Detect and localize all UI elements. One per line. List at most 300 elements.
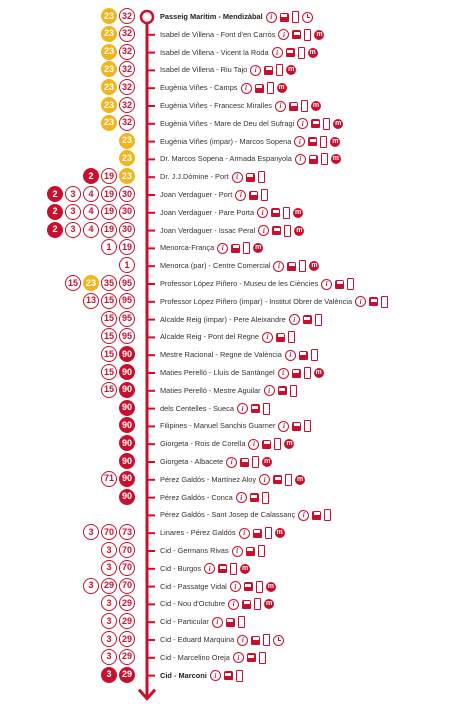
stop-row[interactable]	[0, 222, 450, 240]
info-icon[interactable]: i	[212, 617, 223, 628]
metro-icon: m	[294, 208, 302, 216]
line-badge[interactable]: 4	[83, 222, 99, 238]
line-badge[interactable]: 70	[119, 542, 135, 558]
stop-label: Cid - Nou d'Octubre	[160, 599, 226, 609]
stop-icons	[289, 314, 322, 326]
line-badge[interactable]: 29	[119, 631, 135, 647]
bus-icon	[247, 653, 256, 662]
stop-label: Pérez Galdós - Martínez Aloy	[160, 474, 257, 484]
line-badge[interactable]: 3	[65, 222, 81, 238]
stop-label: Isabel de Villena - Font d'en Carròs	[160, 29, 276, 39]
line-badge[interactable]: 30	[119, 186, 135, 202]
bus-icon	[244, 582, 253, 591]
card-icon	[256, 581, 263, 593]
line-badge[interactable]: 2	[83, 168, 99, 184]
stop-row[interactable]	[0, 400, 450, 418]
stop-icons	[258, 225, 304, 237]
stop-row[interactable]	[0, 257, 450, 275]
card-icon	[254, 598, 261, 610]
line-badge[interactable]: 19	[119, 239, 135, 255]
line-badge[interactable]: 15	[101, 328, 117, 344]
line-badge[interactable]: 1	[101, 239, 117, 255]
line-badge[interactable]: 32	[119, 79, 135, 95]
stop-label: Joan Verdaguer - Issac Peral	[160, 225, 256, 235]
stop-row[interactable]	[0, 417, 450, 435]
stop-label: Dr. J.J.Dòmine - Port	[160, 172, 229, 182]
info-icon[interactable]: i	[278, 368, 289, 379]
stop-icons	[294, 136, 340, 148]
line-badge[interactable]: 23	[101, 115, 117, 131]
stop-icons	[278, 420, 311, 432]
stop-name[interactable]	[160, 204, 303, 222]
stop-label: Cid - Burgos	[160, 563, 202, 573]
stop-row[interactable]	[0, 311, 450, 329]
line-badge[interactable]: 23	[119, 168, 135, 184]
card-icon	[238, 616, 245, 628]
info-icon[interactable]: i	[262, 332, 273, 343]
info-icon[interactable]: i	[278, 421, 289, 432]
stop-name[interactable]	[160, 578, 276, 596]
metro-icon: m	[312, 102, 320, 110]
stop-name[interactable]	[160, 453, 272, 471]
stop-name[interactable]	[160, 595, 274, 613]
line-badge[interactable]: 15	[101, 382, 117, 398]
stop-row[interactable]	[0, 382, 450, 400]
stop-name[interactable]	[160, 649, 266, 667]
line-badge[interactable]: 2	[47, 222, 63, 238]
line-badge[interactable]: 2	[47, 186, 63, 202]
card-icon	[301, 100, 308, 112]
line-badge[interactable]: 90	[119, 453, 135, 469]
line-badge[interactable]: 2	[47, 204, 63, 220]
line-badge[interactable]: 90	[119, 417, 135, 433]
stop-label: dels Centelles - Sueca	[160, 403, 234, 413]
stop-name[interactable]	[160, 542, 265, 560]
stop-row[interactable]	[0, 595, 450, 613]
bus-icon	[278, 386, 287, 395]
info-icon[interactable]: i	[294, 136, 305, 147]
info-icon[interactable]: i	[298, 510, 309, 521]
stop-label: Professor López Piñero - Museu de les Ciències	[160, 279, 319, 288]
stop-label: Giorgeta - Rois de Corella	[160, 439, 246, 449]
metro-icon: m	[265, 600, 273, 608]
stop-icons	[210, 670, 243, 682]
line-badge[interactable]: 29	[119, 667, 135, 683]
bus-icon	[276, 333, 285, 342]
stop-row[interactable]	[0, 506, 450, 524]
bus-icon	[335, 280, 344, 289]
line-badge[interactable]: 1	[119, 257, 135, 273]
stop-name[interactable]	[160, 97, 321, 115]
info-icon[interactable]: i	[233, 652, 244, 663]
bus-icon	[231, 244, 240, 253]
info-icon[interactable]: i	[295, 154, 306, 165]
metro-icon: m	[288, 66, 295, 74]
line-badge[interactable]: 15	[101, 293, 117, 309]
line-badge[interactable]: 19	[101, 204, 117, 220]
stop-name[interactable]	[160, 115, 343, 133]
line-badge[interactable]: 30	[119, 222, 135, 238]
info-icon[interactable]: i	[275, 101, 286, 112]
stop-name[interactable]	[160, 382, 297, 400]
stop-row[interactable]	[0, 346, 450, 364]
line-badge[interactable]: 32	[119, 115, 135, 131]
line-badges	[47, 222, 135, 240]
info-icon[interactable]: i	[321, 279, 332, 290]
line-badge[interactable]: 3	[101, 667, 117, 683]
stop-row[interactable]	[0, 26, 450, 44]
bus-icon	[311, 119, 320, 128]
line-badge[interactable]: 30	[119, 204, 135, 220]
line-badge[interactable]: 70	[101, 524, 117, 540]
line-badge[interactable]: 3	[101, 560, 117, 576]
stop-name[interactable]	[160, 186, 268, 204]
line-badge[interactable]: 29	[119, 595, 135, 611]
card-icon	[321, 153, 328, 165]
info-icon[interactable]: i	[239, 528, 250, 539]
stop-row[interactable]	[0, 8, 450, 26]
line-badges	[101, 8, 135, 26]
line-badge[interactable]: 23	[101, 61, 117, 77]
line-badge[interactable]: 19	[101, 186, 117, 202]
info-icon[interactable]: i	[228, 599, 239, 610]
info-icon[interactable]: i	[250, 65, 261, 76]
card-icon	[315, 314, 322, 326]
stop-name[interactable]	[160, 524, 285, 542]
stop-label: Alcalde Reig (impar) - Pere Aleixandre	[160, 314, 286, 324]
stop-name[interactable]	[160, 328, 295, 346]
line-badge[interactable]: 90	[119, 346, 135, 362]
info-icon[interactable]: i	[237, 635, 248, 646]
stop-label: Cid - Particular	[160, 617, 209, 627]
stop-label: Joan Verdaguer - Port	[160, 190, 233, 199]
stop-row[interactable]	[0, 364, 450, 382]
card-icon	[258, 171, 265, 183]
metro-icon: m	[309, 48, 316, 56]
info-icon[interactable]: i	[266, 12, 277, 23]
stop-name[interactable]	[160, 613, 245, 631]
line-badge[interactable]: 95	[119, 311, 135, 327]
stop-name[interactable]	[160, 506, 331, 524]
metro-icon: m	[278, 84, 285, 92]
info-icon[interactable]: i	[236, 492, 247, 503]
stop-row[interactable]	[0, 578, 450, 596]
stop-icons	[237, 403, 270, 415]
line-badge[interactable]: 29	[119, 613, 135, 629]
stop-icons	[239, 527, 285, 539]
line-badge[interactable]: 3	[101, 631, 117, 647]
line-badges	[119, 150, 135, 168]
info-icon[interactable]: i	[237, 403, 248, 414]
line-badge[interactable]: 23	[119, 150, 135, 166]
line-badge[interactable]: 90	[119, 382, 135, 398]
info-icon[interactable]: i	[259, 474, 270, 485]
bus-icon	[251, 404, 260, 413]
stop-row[interactable]	[0, 631, 450, 649]
line-badge[interactable]: 15	[101, 364, 117, 380]
bus-icon	[251, 636, 260, 645]
metro-icon: m	[316, 30, 323, 38]
line-badge[interactable]: 23	[101, 8, 117, 24]
line-badge[interactable]: 3	[65, 204, 81, 220]
stop-row[interactable]	[0, 44, 450, 62]
card-icon	[236, 670, 243, 682]
line-badges	[101, 560, 135, 578]
bus-icon	[286, 48, 295, 57]
stop-row[interactable]	[0, 471, 450, 489]
line-badge[interactable]: 29	[101, 578, 117, 594]
line-badge[interactable]: 73	[119, 524, 135, 540]
info-icon[interactable]: i	[230, 581, 241, 592]
stop-row[interactable]	[0, 328, 450, 346]
stop-name[interactable]	[160, 222, 304, 240]
line-badges	[119, 133, 135, 151]
line-badge[interactable]: 32	[119, 26, 135, 42]
stop-row[interactable]	[0, 667, 450, 685]
line-badges	[119, 257, 135, 275]
stop-row[interactable]	[0, 489, 450, 507]
line-badges	[83, 293, 135, 311]
card-icon	[381, 296, 388, 308]
stop-name[interactable]	[160, 26, 324, 44]
line-badge[interactable]: 19	[101, 222, 117, 238]
stop-name[interactable]	[160, 8, 313, 26]
line-badge[interactable]: 4	[83, 186, 99, 202]
line-badge[interactable]: 35	[101, 275, 117, 291]
stop-name[interactable]	[160, 239, 263, 257]
line-badges	[101, 649, 135, 667]
line-badge[interactable]: 3	[101, 542, 117, 558]
card-icon	[261, 189, 268, 201]
line-badge[interactable]: 32	[119, 97, 135, 113]
stop-name[interactable]	[160, 168, 265, 186]
info-icon[interactable]: i	[285, 350, 296, 361]
bus-icon	[299, 351, 308, 360]
stop-label: Maties Perelló - Lluís de Santàngel	[160, 368, 275, 377]
line-badge[interactable]: 4	[83, 204, 99, 220]
metro-icon: m	[264, 458, 271, 466]
stop-name[interactable]	[160, 364, 324, 382]
metro-icon: m	[267, 582, 274, 590]
stop-icons	[285, 349, 318, 361]
info-icon[interactable]: i	[297, 118, 308, 129]
stop-icons	[266, 11, 313, 23]
line-badge[interactable]: 32	[119, 8, 135, 24]
info-icon[interactable]: i	[355, 296, 366, 307]
line-badge[interactable]: 23	[101, 79, 117, 95]
stop-icons	[321, 278, 354, 290]
stop-label: Joan Verdaguer - Pare Porta	[160, 207, 255, 217]
line-badges	[101, 667, 135, 685]
info-icon[interactable]: i	[272, 47, 283, 58]
stop-name[interactable]	[160, 489, 269, 507]
line-badge[interactable]: 23	[101, 44, 117, 60]
line-badge[interactable]: 15	[101, 311, 117, 327]
card-icon	[252, 456, 259, 468]
stop-name[interactable]	[160, 667, 243, 685]
stop-name[interactable]	[160, 44, 318, 62]
card-icon	[263, 403, 270, 415]
card-icon	[298, 47, 305, 59]
stop-label: Cid - Eduard Marquina	[160, 635, 235, 644]
line-badge[interactable]: 19	[101, 168, 117, 184]
stop-icons	[264, 385, 297, 397]
info-icon[interactable]: i	[264, 385, 275, 396]
line-badges	[119, 453, 135, 471]
stop-name[interactable]	[160, 417, 311, 435]
stop-name[interactable]	[160, 293, 388, 311]
line-badge[interactable]: 90	[119, 364, 135, 380]
card-icon	[285, 474, 292, 486]
stop-row[interactable]	[0, 204, 450, 222]
line-badge[interactable]: 3	[83, 524, 99, 540]
info-icon[interactable]: i	[232, 546, 243, 557]
line-badges	[101, 97, 135, 115]
bus-icon	[292, 30, 301, 39]
bus-icon	[262, 440, 271, 449]
line-badges	[83, 524, 135, 542]
line-badge[interactable]: 15	[101, 346, 117, 362]
line-badge[interactable]: 29	[119, 649, 135, 665]
stop-label: Eugènia Viñes - Camps	[160, 83, 238, 93]
card-icon	[265, 527, 272, 539]
bus-icon	[292, 369, 301, 378]
stop-label: Mestre Racional - Regne de València	[160, 350, 282, 360]
stop-row[interactable]	[0, 613, 450, 631]
line-badge[interactable]: 15	[65, 275, 81, 291]
metro-icon: m	[311, 262, 318, 270]
stop-row[interactable]	[0, 150, 450, 168]
stop-label: Dr. Marcos Sopena - Armada Espanyola	[160, 154, 292, 164]
info-icon[interactable]: i	[232, 172, 243, 183]
stop-row[interactable]	[0, 97, 450, 115]
bus-icon	[240, 458, 249, 467]
line-badge[interactable]: 71	[101, 471, 117, 487]
line-badge[interactable]: 3	[65, 186, 81, 202]
line-badge[interactable]: 3	[83, 578, 99, 594]
stop-row[interactable]	[0, 560, 450, 578]
stop-name[interactable]	[160, 400, 270, 418]
stop-row[interactable]	[0, 649, 450, 667]
line-badge[interactable]: 32	[119, 61, 135, 77]
card-icon	[304, 29, 311, 41]
stop-label: Eugènia Viñes (impar) - Marcos Sopena	[160, 136, 292, 146]
bus-icon	[271, 208, 280, 217]
stop-icons	[257, 207, 303, 219]
stop-name[interactable]	[160, 133, 340, 151]
stop-row[interactable]	[0, 239, 450, 257]
info-icon[interactable]: i	[217, 243, 228, 254]
line-badges	[101, 471, 135, 489]
metro-icon: m	[332, 137, 339, 145]
stop-icons	[248, 438, 294, 450]
info-icon[interactable]: i	[273, 261, 284, 272]
line-badge[interactable]: 23	[119, 133, 135, 149]
stop-name[interactable]	[160, 346, 318, 364]
info-icon[interactable]: i	[258, 225, 269, 236]
line-badge[interactable]: 13	[83, 293, 99, 309]
stop-row[interactable]	[0, 542, 450, 560]
bus-icon	[264, 66, 273, 75]
stop-name[interactable]	[160, 631, 284, 649]
stop-label: Maties Perelló - Mestre Aguilar	[160, 385, 261, 395]
stop-name[interactable]	[160, 257, 319, 275]
line-badge[interactable]: 95	[119, 293, 135, 309]
stop-row[interactable]	[0, 79, 450, 97]
bus-icon	[272, 226, 281, 235]
line-badge[interactable]: 3	[101, 595, 117, 611]
stop-row[interactable]	[0, 435, 450, 453]
line-badge[interactable]: 90	[119, 489, 135, 505]
stop-row[interactable]	[0, 133, 450, 151]
line-badges	[101, 346, 135, 364]
stop-name[interactable]	[160, 435, 294, 453]
stop-row[interactable]	[0, 168, 450, 186]
stop-icons	[278, 367, 324, 379]
info-icon[interactable]: i	[289, 314, 300, 325]
line-badge[interactable]: 23	[101, 26, 117, 42]
line-badge[interactable]: 95	[119, 328, 135, 344]
info-icon[interactable]: i	[204, 563, 215, 574]
stop-name[interactable]	[160, 61, 296, 79]
info-icon[interactable]: i	[235, 190, 246, 201]
stop-row[interactable]	[0, 453, 450, 471]
line-badge[interactable]: 90	[119, 400, 135, 416]
stop-row[interactable]	[0, 293, 450, 311]
line-badge[interactable]: 70	[119, 578, 135, 594]
bus-icon	[255, 84, 264, 93]
stop-icons	[217, 242, 263, 254]
card-icon	[259, 652, 266, 664]
stop-name[interactable]	[160, 150, 341, 168]
stop-row[interactable]	[0, 61, 450, 79]
stop-row[interactable]	[0, 524, 450, 542]
info-icon[interactable]: i	[241, 83, 252, 94]
line-badge[interactable]: 90	[119, 471, 135, 487]
line-badge[interactable]: 90	[119, 435, 135, 451]
info-icon[interactable]: i	[210, 670, 221, 681]
stop-row[interactable]	[0, 115, 450, 133]
line-badge[interactable]: 95	[119, 275, 135, 291]
line-badge[interactable]: 23	[83, 275, 99, 291]
stop-icons	[275, 100, 321, 112]
info-icon[interactable]: i	[257, 207, 268, 218]
card-icon	[304, 420, 311, 432]
stop-icons	[230, 581, 276, 593]
stop-row[interactable]	[0, 275, 450, 293]
info-icon[interactable]: i	[248, 439, 259, 450]
info-icon[interactable]: i	[226, 457, 237, 468]
line-badges	[47, 186, 135, 204]
stop-name[interactable]	[160, 560, 250, 578]
stop-name[interactable]	[160, 471, 305, 489]
stop-row[interactable]	[0, 186, 450, 204]
line-badge[interactable]: 23	[101, 97, 117, 113]
line-badge[interactable]: 70	[119, 560, 135, 576]
info-icon[interactable]: i	[278, 29, 289, 40]
stop-name[interactable]	[160, 275, 354, 293]
line-badge[interactable]: 32	[119, 44, 135, 60]
line-badge[interactable]: 3	[101, 649, 117, 665]
stop-icons	[272, 47, 318, 59]
stop-label: Isabel de Villena - Vicent la Roda	[160, 47, 269, 57]
card-icon	[292, 11, 299, 23]
line-badge[interactable]: 3	[101, 613, 117, 629]
stop-name[interactable]	[160, 79, 287, 97]
bus-icon	[218, 564, 227, 573]
stop-name[interactable]	[160, 311, 322, 329]
stop-icons	[262, 331, 295, 343]
